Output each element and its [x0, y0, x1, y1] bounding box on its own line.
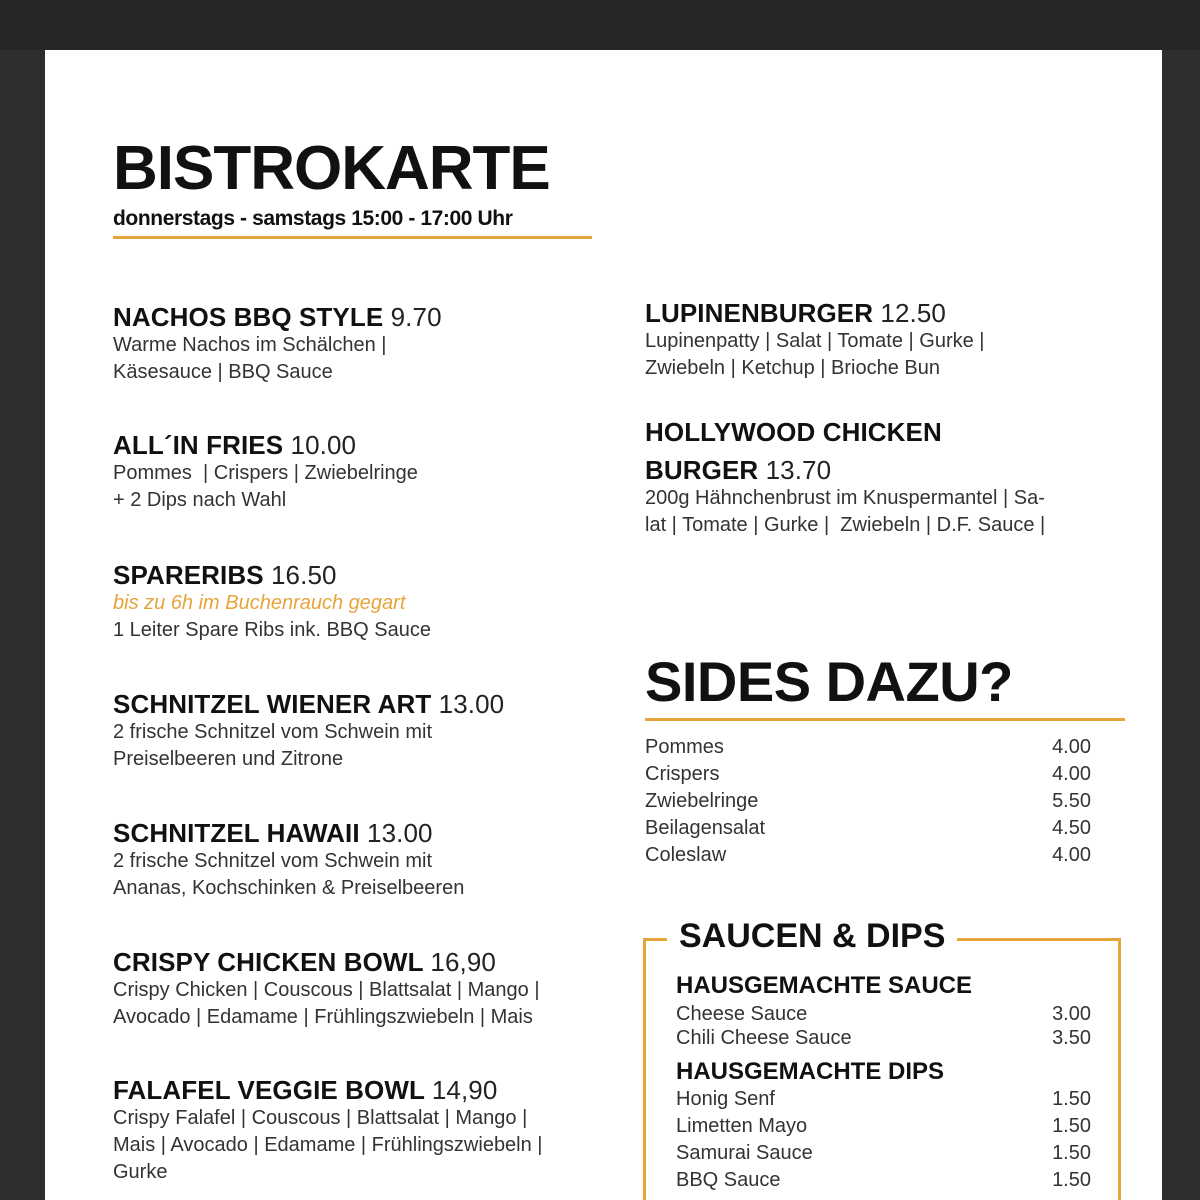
- item-price: 13.70: [765, 455, 832, 485]
- sauces-list: [676, 972, 1091, 1194]
- item-price: 9.70: [390, 302, 442, 332]
- list-item: [676, 1026, 1091, 1050]
- item-name: SCHNITZEL HAWAII: [113, 818, 360, 848]
- title-underline: [113, 236, 592, 239]
- list-item: [645, 842, 1091, 869]
- menu-item-lupinenburger: [645, 298, 1105, 382]
- item-name: FALAFEL VEGGIE BOWL: [113, 1075, 425, 1105]
- sauce-name: Chili Cheese Sauce: [676, 1027, 852, 1049]
- item-description: Pommes | Crispers | Zwiebelringe: [113, 462, 418, 484]
- side-price: 4.50: [1052, 817, 1091, 839]
- item-price: 14,90: [431, 1075, 498, 1105]
- item-price: 16.50: [271, 560, 337, 590]
- menu-item-nachos: [113, 302, 613, 386]
- menu-item-spareribs: [113, 560, 613, 644]
- side-price: 4.00: [1052, 763, 1091, 785]
- menu-item-schnitzel-hawaii: [113, 818, 613, 902]
- item-name: ALL´IN FRIES: [113, 430, 284, 460]
- item-name: NACHOS BBQ STYLE: [113, 302, 384, 332]
- list-item: [676, 1002, 1091, 1026]
- dip-name: Honig Senf: [676, 1088, 775, 1110]
- menu-item-falafel-bowl: [113, 1075, 613, 1186]
- page-title: BISTROKARTE: [113, 134, 550, 203]
- item-description: + 2 Dips nach Wahl: [113, 489, 287, 511]
- side-price: 4.00: [1052, 736, 1091, 758]
- list-item: [676, 1140, 1091, 1167]
- side-name: Coleslaw: [645, 844, 727, 866]
- side-name: Zwiebelringe: [645, 790, 759, 812]
- sauce-heading: HAUSGEMACHTE SAUCE: [676, 972, 973, 999]
- item-price: 13.00: [367, 818, 433, 848]
- item-description: 200g Hähnchenbrust im Knuspermantel | Sa-: [645, 487, 1045, 509]
- item-description: Warme Nachos im Schälchen |: [113, 334, 387, 356]
- sauce-price: 3.00: [1052, 1003, 1091, 1025]
- list-item: [676, 1167, 1091, 1194]
- item-description: Avocado | Edamame | Frühlingszwiebeln | Mais: [113, 1006, 533, 1028]
- sides-title: SIDES DAZU?: [645, 650, 1013, 713]
- item-name: SPARERIBS: [113, 560, 264, 590]
- item-name: LUPINENBURGER: [645, 298, 874, 328]
- menu-item-schnitzel-wiener: [113, 689, 613, 773]
- item-description: 2 frische Schnitzel vom Schwein mit: [113, 850, 433, 872]
- list-item: [676, 1086, 1091, 1113]
- item-price: 16,90: [430, 947, 496, 977]
- opening-hours: donnerstags - samstags 15:00 - 17:00 Uhr: [113, 207, 513, 230]
- list-item: [645, 761, 1091, 788]
- background-top: [0, 0, 1200, 50]
- sides-underline: [645, 718, 1125, 721]
- item-description: Preiselbeeren und Zitrone: [113, 748, 344, 770]
- item-name: CRISPY CHICKEN BOWL: [113, 947, 424, 977]
- item-description: 2 frische Schnitzel vom Schwein mit: [113, 721, 433, 743]
- list-item: [645, 734, 1091, 761]
- dips-heading: HAUSGEMACHTE DIPS: [676, 1058, 945, 1085]
- menu-item-chicken-bowl: [113, 947, 613, 1031]
- item-name: SCHNITZEL WIENER ART: [113, 689, 432, 719]
- side-name: Crispers: [645, 763, 720, 785]
- item-description: 1 Leiter Spare Ribs ink. BBQ Sauce: [113, 619, 431, 641]
- menu-page: [45, 50, 1162, 1200]
- sauce-price: 3.50: [1052, 1027, 1091, 1049]
- dip-price: 1.50: [1052, 1115, 1091, 1137]
- side-price: 4.00: [1052, 844, 1091, 866]
- list-item: [676, 1113, 1091, 1140]
- item-description: Gurke: [113, 1161, 168, 1183]
- sides-list: [645, 734, 1091, 869]
- dip-name: BBQ Sauce: [676, 1169, 781, 1191]
- item-description: Lupinenpatty | Salat | Tomate | Gurke |: [645, 330, 985, 352]
- side-name: Beilagensalat: [645, 817, 766, 839]
- item-description: Käsesauce | BBQ Sauce: [113, 361, 333, 383]
- item-description: Mais | Avocado | Edamame | Frühlingszwiebeln |: [113, 1134, 543, 1156]
- item-price: 12.50: [880, 298, 946, 328]
- dip-price: 1.50: [1052, 1142, 1091, 1164]
- side-price: 5.50: [1052, 790, 1091, 812]
- item-description: Crispy Falafel | Couscous | Blattsalat | Mango |: [113, 1107, 528, 1129]
- item-description: Zwiebeln | Ketchup | Brioche Bun: [645, 357, 940, 379]
- item-name: BURGER: [645, 455, 759, 485]
- sauce-name: Cheese Sauce: [676, 1003, 808, 1025]
- dip-name: Limetten Mayo: [676, 1115, 808, 1137]
- item-name: HOLLYWOOD CHICKEN: [645, 417, 942, 447]
- item-price: 10.00: [290, 430, 357, 460]
- menu-item-fries: [113, 430, 613, 514]
- dip-price: 1.50: [1052, 1088, 1091, 1110]
- item-price: 13.00: [438, 689, 505, 719]
- item-description: Ananas, Kochschinken & Preiselbeeren: [113, 877, 465, 899]
- list-item: [645, 815, 1091, 842]
- dip-price: 1.50: [1052, 1169, 1091, 1191]
- list-item: [645, 788, 1091, 815]
- item-description: Crispy Chicken | Couscous | Blattsalat | Mango |: [113, 979, 540, 1001]
- dip-name: Samurai Sauce: [676, 1142, 813, 1164]
- item-description: lat | Tomate | Gurke | Zwiebeln | D.F. Sauce |: [645, 514, 1046, 536]
- sauces-title: SAUCEN & DIPS: [667, 914, 957, 958]
- item-note: bis zu 6h im Buchenrauch gegart: [113, 592, 406, 614]
- menu-item-hollywood-burger: [645, 417, 1115, 539]
- side-name: Pommes: [645, 736, 724, 758]
